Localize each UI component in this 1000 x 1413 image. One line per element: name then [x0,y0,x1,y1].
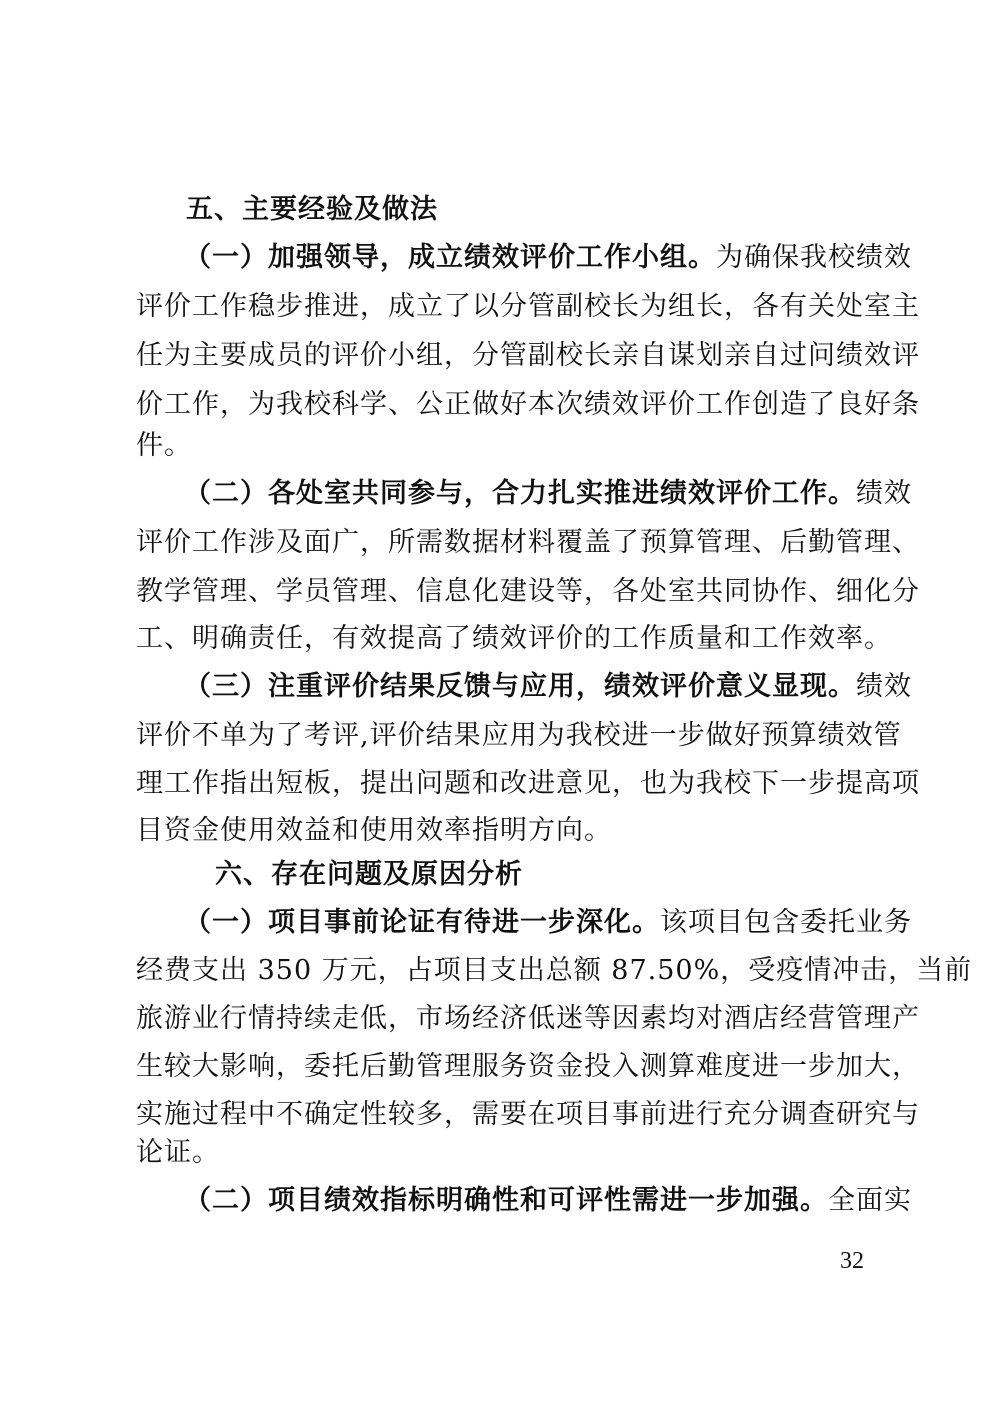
paragraph-lead: （一）加强领导，成立绩效评价工作小组。 [184,242,716,273]
paragraph-line: 目资金使用效益和使用效率指明方向。 [136,815,612,846]
paragraph-line: 价工作，为我校科学、公正做好本次绩效评价工作创造了良好条 [136,389,920,420]
paragraph-text: 为确保我校绩效 [716,242,912,273]
paragraph-line: 评价工作稳步推进，成立了以分管副校长为组长，各有关处室主 [136,291,920,322]
paragraph-lead: （一）项目事前论证有待进一步深化。 [184,907,660,938]
section-heading-5: 五、主要经验及做法 [186,194,438,225]
paragraph-text: 绩效 [856,671,912,702]
paragraph-line [136,238,912,278]
paragraph-line: 论证。 [136,1137,220,1168]
paragraph-line: 经费支出 350 万元，占项目支出总额 87.50%，受疫情冲击，当前 [136,955,973,986]
paragraph-line: 旅游业行情持续走低，市场经济低迷等因素均对酒店经营管理产 [136,1003,920,1034]
paragraph-line: 生较大影响，委托后勤管理服务资金投入测算难度进一步加大， [136,1051,920,1082]
paragraph-lead: （二）各处室共同参与，合力扎实推进绩效评价工作。 [184,478,856,509]
paragraph-line: 理工作指出短板，提出问题和改进意见，也为我校下一步提高项 [136,768,920,799]
paragraph-line [136,1181,912,1221]
paragraph-line [136,667,912,707]
paragraph-line: 工、明确责任，有效提高了绩效评价的工作质量和工作效率。 [136,623,892,654]
paragraph-text: 全面实 [828,1185,912,1216]
paragraph-text: 绩效 [856,478,912,509]
paragraph-lead: （二）项目绩效指标明确性和可评性需进一步加强。 [184,1185,828,1216]
paragraph-text: 该项目包含委托业务 [660,907,912,938]
paragraph-line: 实施过程中不确定性较多，需要在项目事前进行充分调查研究与 [136,1099,920,1130]
paragraph-line: 评价不单为了考评,评价结果应用为我校进一步做好预算绩效管 [136,720,902,751]
paragraph-line: 件。 [136,430,192,461]
page-number: 32 [840,1248,864,1274]
paragraph-line: 评价工作涉及面广，所需数据材料覆盖了预算管理、后勤管理、 [136,527,920,558]
paragraph-lead: （三）注重评价结果反馈与应用，绩效评价意义显现。 [184,671,856,702]
section-heading-6: 六、存在问题及原因分析 [215,859,523,890]
paragraph-line [136,474,912,514]
paragraph-line: 教学管理、学员管理、信息化建设等，各处室共同协作、细化分 [136,576,920,607]
paragraph-line: 任为主要成员的评价小组，分管副校长亲自谋划亲自过问绩效评 [136,340,920,371]
paragraph-line [136,903,912,943]
